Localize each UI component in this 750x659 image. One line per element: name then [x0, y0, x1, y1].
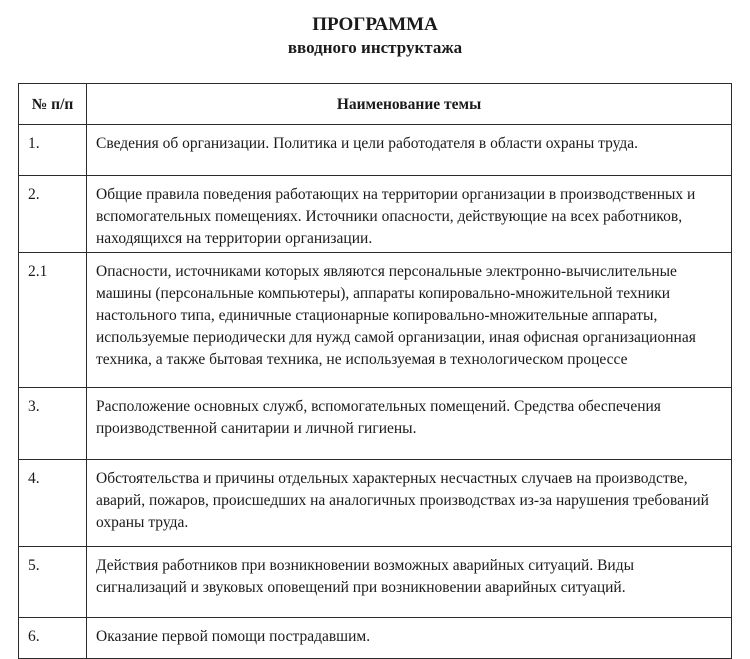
document-title: ПРОГРАММА — [312, 14, 438, 35]
row-topic: Обстоятельства и причины отдельных характерных несчастных случаев на производстве, аварий, пожаров, происшедших на аналогичных производствах из-за нарушения требований охраны труда. — [87, 460, 732, 547]
row-number: 4. — [19, 460, 87, 547]
row-topic: Опасности, источниками которых являются персональные электронно-вычислительные машины (персональные компьютеры), аппараты копировально-множительной техники настольного типа, единичные стационарные копировально-множительные аппараты, используемые периодически для нужд самой организации, иная офисная организационная техника, а также бытовая техника, не используемая в технологическом процессе — [87, 253, 732, 388]
row-number: 2. — [19, 176, 87, 253]
table-row — [19, 388, 732, 460]
row-number: 1. — [19, 125, 87, 176]
table-row — [19, 125, 732, 176]
table-row — [19, 253, 732, 388]
table-row — [19, 176, 732, 253]
table-row — [19, 460, 732, 547]
document-subtitle: вводного инструктажа — [287, 38, 463, 57]
table-header-row — [19, 84, 732, 125]
column-header-topic: Наименование темы — [87, 84, 732, 125]
table-row — [19, 618, 732, 659]
row-topic: Оказание первой помощи пострадавшим. — [87, 618, 732, 659]
row-topic: Общие правила поведения работающих на территории организации в производственных и вспомогательных помещениях. Источники опасности, действующие на всех работников, находящихся на территории организации. — [87, 176, 732, 253]
row-number: 6. — [19, 618, 87, 659]
column-header-number: № п/п — [19, 84, 87, 125]
row-topic: Действия работников при возникновении возможных аварийных ситуаций. Виды сигнализаций и звуковых оповещений при возникновении аварийных ситуаций. — [87, 547, 732, 618]
row-number: 2.1 — [19, 253, 87, 388]
row-number: 3. — [19, 388, 87, 460]
row-topic: Расположение основных служб, вспомогательных помещений. Средства обеспечения производственной санитарии и личной гигиены. — [87, 388, 732, 460]
row-number: 5. — [19, 547, 87, 618]
topics-table — [18, 83, 732, 659]
table-row — [19, 547, 732, 618]
row-topic: Сведения об организации. Политика и цели работодателя в области охраны труда. — [87, 125, 732, 176]
